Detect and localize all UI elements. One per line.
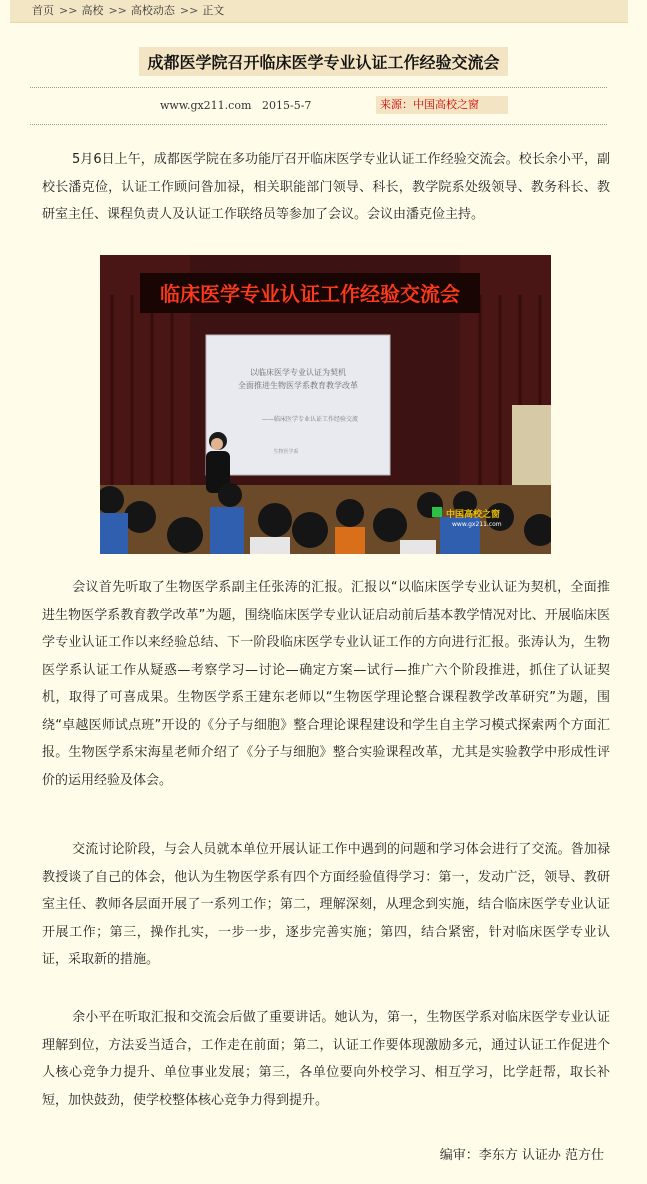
photo-watermark-url: www.gx211.com: [452, 521, 502, 528]
article-date: 2015-5-7: [262, 99, 312, 112]
article-paragraph: 5月6日上午，成都医学院在多功能厅召开临床医学专业认证工作经验交流会。校长余小平，副校长潘克俭，认证工作顾问昝加禄，相关职能部门领导、科长，教学院系处级领导、教务科长、教研室主任、课程负责人及认证工作联络员等参加了会议。会议由潘克俭主持。: [42, 152, 610, 222]
screen-text: ——临床医学专业认证工作经验交流: [261, 416, 359, 423]
breadcrumb: [10, 0, 628, 23]
breadcrumb-separator: >>: [179, 4, 199, 17]
breadcrumb-universities-link[interactable]: 高校: [81, 4, 104, 17]
screen-text: 生物医学系: [273, 449, 299, 455]
article-site: www.gx211.com: [160, 99, 252, 112]
article-title: 成都医学院召开临床医学专业认证工作经验交流会: [139, 47, 507, 76]
divider: [30, 124, 607, 125]
breadcrumb-separator: >>: [59, 4, 78, 17]
photo-watermark: 中国高校之窗: [446, 510, 501, 520]
article-header: [0, 47, 647, 76]
article-paragraph: 余小平在听取汇报和交流会后做了重要讲话。她认为，第一，生物医学系对临床医学专业认证理解到位，方法妥当适合，工作走在前面；第二，认证工作要体现激励多元，通过认证工作促进个人核心竞争力提升、单位事业发展；第三，各单位要向外校学习、相互学习，比学赶帮，取长补短，加快鼓劲，使学校整体核心竞争力得到提升。: [42, 1010, 610, 1108]
article-editor: 编审：李东方 认证办 范方仕: [439, 1148, 604, 1163]
breadcrumb-home-link[interactable]: 首页: [32, 4, 54, 17]
screen-text: 以临床医学专业认证为契机: [250, 368, 346, 377]
article-paragraph: 交流讨论阶段，与会人员就本单位开展认证工作中遇到的问题和学习体会进行了交流。昝加禄教授谈了自己的体会，他认为生物医学系有四个方面经验值得学习：第一，发动广泛，领导、教研室主任、教师各层面开展了一系列工作；第二，理解深刻，从理念到实施，结合临床医学专业认证开展工作；第三，操作扎实，一步一步，逐步完善实施；第四，结合紧密，针对临床医学专业认证，采取新的措施。: [42, 842, 610, 967]
breadcrumb-current: 正文: [202, 4, 225, 17]
breadcrumb-university-news-link[interactable]: 高校动态: [130, 4, 175, 17]
breadcrumb-separator: >>: [108, 4, 127, 17]
meeting-photo: [100, 255, 551, 554]
article-paragraph: 会议首先听取了生物医学系副主任张涛的汇报。汇报以“以临床医学专业认证为契机，全面推进生物医学系教育教学改革”为题，围绕临床医学专业认证启动前后基本教学情况对比、开展临床医学专业认证工作以来经验总结、下一阶段临床医学专业认证工作的方向进行汇报。张涛认为，生物医学系认证工作从疑惑—考察学习—讨论—确定方案—试行—推广六个阶段推进，抓住了认证契机，取得了可喜成果。生物医学系王建东老师以“生物医学理论整合课程教学改革研究”为题，围绕“卓越医师试点班”开设的《分子与细胞》整合理论课程建设和学生自主学习模式探索两个方面汇报。生物医学系宋海星老师介绍了《分子与细胞》整合实验课程改革，尤其是实验教学中形成性评价的运用经验及体会。: [42, 580, 610, 788]
article-source: 来源：中国高校之窗: [376, 96, 508, 114]
screen-text: 全面推进生物医学系教育教学改革: [238, 381, 358, 390]
banner-text: 临床医学专业认证工作经验交流会: [160, 282, 460, 306]
divider: [30, 87, 607, 88]
article-meta: [0, 96, 647, 116]
